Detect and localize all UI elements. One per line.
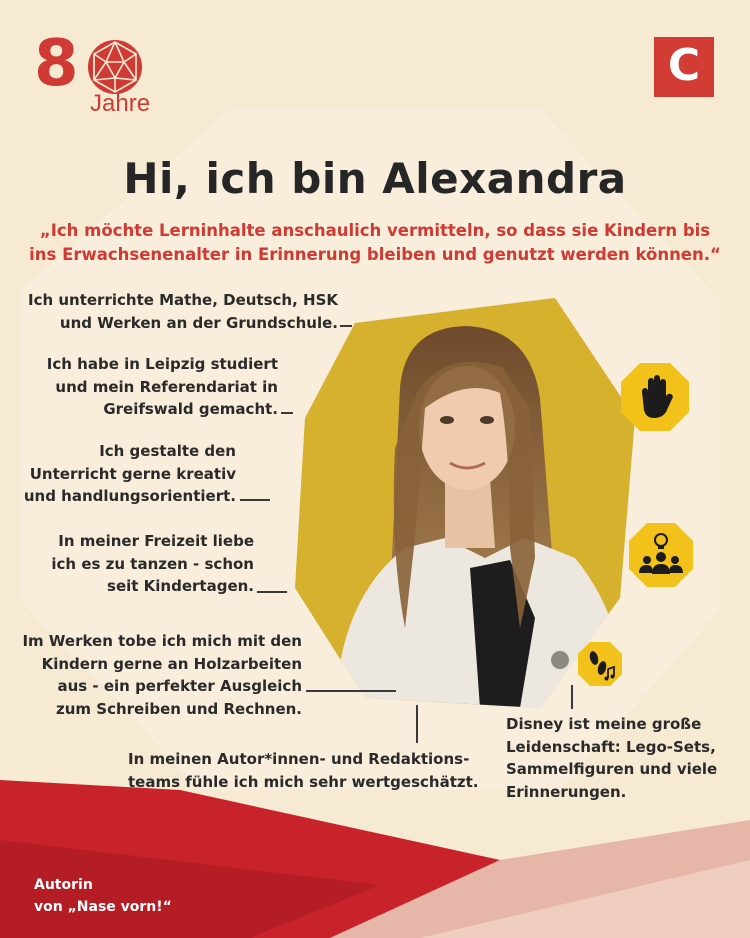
fact-studies-line-2: und mein Referendariat in xyxy=(55,377,278,396)
fact-studies-line-3: Greifswald gemacht. xyxy=(103,400,278,418)
fact-teams-line-2: teams fühle ich mich sehr wertgeschätzt. xyxy=(128,772,479,791)
fact-teaching-line-2: Unterricht gerne kreativ xyxy=(29,464,236,483)
hand-icon xyxy=(620,362,690,432)
fact-dance xyxy=(20,530,254,598)
leader-line-teams xyxy=(416,705,418,743)
fact-teaching-style xyxy=(20,440,236,508)
fact-subjects xyxy=(20,289,338,334)
fact-studies xyxy=(20,353,278,421)
fact-teams xyxy=(128,748,488,793)
leader-line-dance xyxy=(257,591,287,593)
fact-dance-line-3: seit Kindertagen. xyxy=(107,577,254,595)
leader-line-woodwork xyxy=(306,690,396,692)
fact-disney-line-3: Sammelfiguren und viele xyxy=(506,760,718,778)
quote xyxy=(20,219,730,267)
fact-woodwork xyxy=(20,630,302,720)
team-idea-icon xyxy=(628,522,694,588)
logo-label: Jahre xyxy=(90,90,151,117)
fact-woodwork-line-3: aus - ein perfekter Ausgleich xyxy=(57,677,302,695)
fact-disney-line-1: Disney ist meine große xyxy=(506,715,702,733)
brand-letter: C xyxy=(667,40,701,91)
anniversary-logo xyxy=(34,27,164,122)
author-book: von „Nase vorn!“ xyxy=(34,899,172,915)
fact-dance-line-2: ich es zu tanzen - schon xyxy=(51,554,254,573)
fact-woodwork-line-2: Kindern gerne an Holzarbeiten xyxy=(41,654,302,673)
fact-woodwork-line-4: zum Schreiben und Rechnen. xyxy=(56,699,302,718)
fact-teaching-line-1: Ich gestalte den xyxy=(99,442,236,460)
page-title: Hi, ich bin Alexandra xyxy=(123,154,627,203)
leader-line-disney xyxy=(571,685,573,709)
polyhedron-icon xyxy=(86,38,144,96)
leader-line-teaching xyxy=(240,499,270,501)
fact-subjects-line-1: Ich unterrichte Mathe, Deutsch, HSK xyxy=(27,291,338,309)
fact-studies-line-1: Ich habe in Leipzig studiert xyxy=(46,355,278,373)
quote-line-1: „Ich möchte Lerninhalte anschaulich vermitteln, so dass sie Kindern bis xyxy=(39,221,711,240)
fact-disney-line-4: Erinnerungen. xyxy=(506,782,627,801)
quote-line-2: ins Erwachsenenalter in Erinnerung bleiben und genutzt werden können.“ xyxy=(29,245,721,264)
fact-disney-line-2: Leidenschaft: Lego-Sets, xyxy=(506,737,716,756)
leader-line-subjects xyxy=(340,325,352,327)
brand-logo xyxy=(654,37,714,97)
dance-steps-icon xyxy=(577,641,623,687)
fact-subjects-line-2: und Werken an der Grundschule. xyxy=(59,313,338,332)
fact-disney xyxy=(506,713,736,803)
leader-line-studies xyxy=(281,412,293,414)
fact-teams-line-1: In meinen Autor*innen- und Redaktions- xyxy=(128,750,470,768)
logo-number: 8 xyxy=(34,27,79,101)
author-caption xyxy=(34,874,172,918)
author-role: Autorin xyxy=(34,877,93,893)
fact-woodwork-line-1: Im Werken tobe ich mich mit den xyxy=(22,632,302,650)
fact-teaching-line-3: und handlungsorientiert. xyxy=(23,487,236,505)
fact-dance-line-1: In meiner Freizeit liebe xyxy=(58,532,254,550)
